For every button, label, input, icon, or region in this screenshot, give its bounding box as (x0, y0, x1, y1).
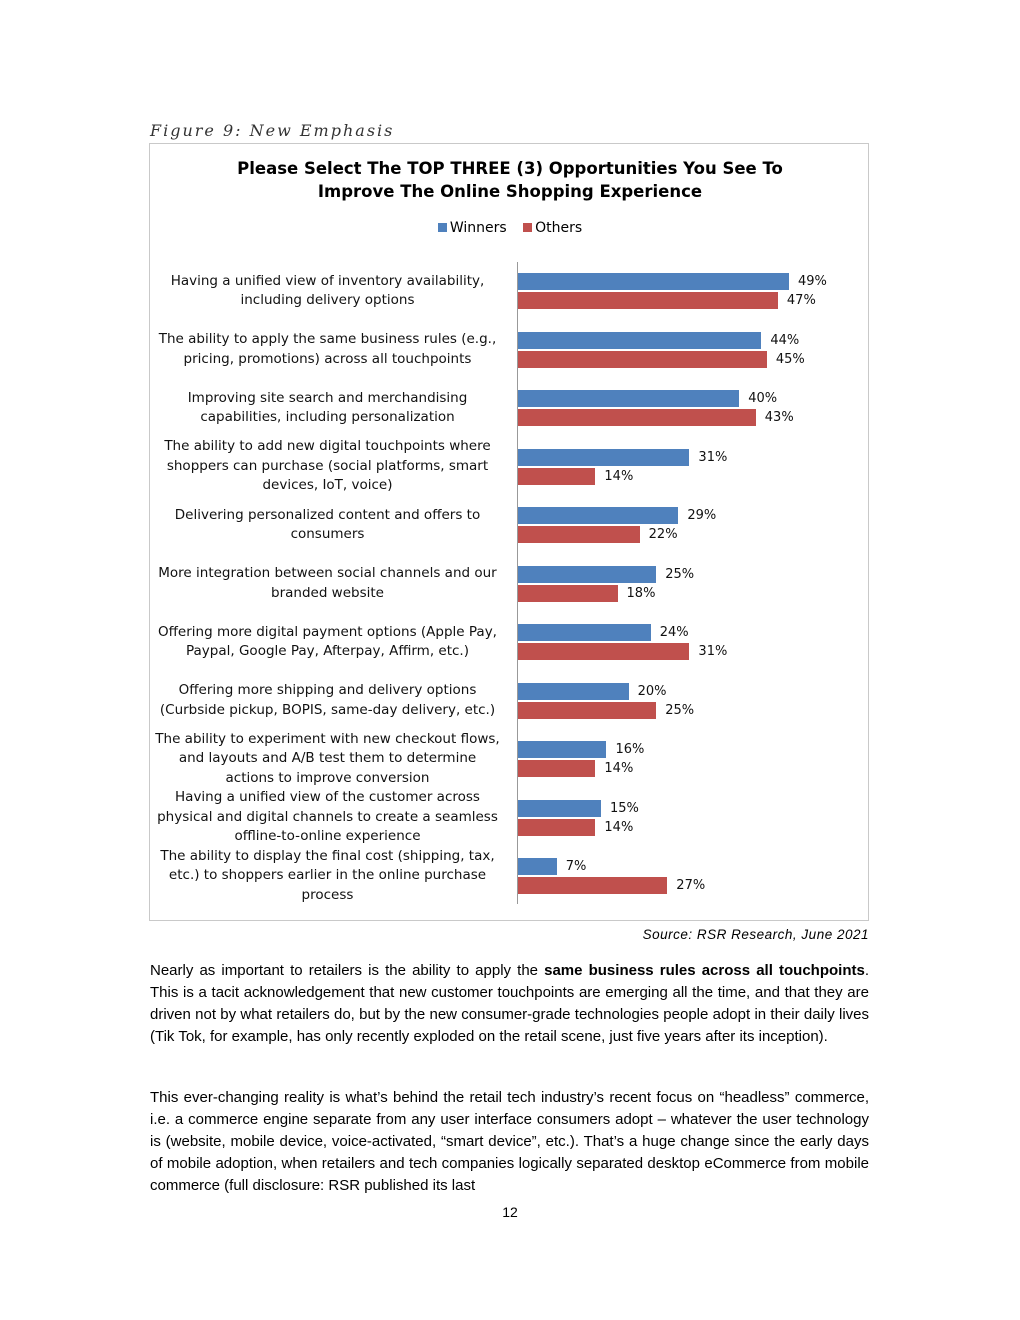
bar-others (518, 409, 756, 426)
category-label: More integration between social channels and our branded website (158, 565, 497, 601)
data-label-winners: 25% (665, 566, 695, 582)
bar-winners (518, 858, 557, 875)
data-label-others: 31% (698, 644, 728, 659)
bar-others (518, 819, 595, 836)
data-label-winners: 44% (770, 332, 800, 348)
body-paragraph (150, 960, 869, 1048)
bar-others (518, 877, 667, 894)
legend-swatch-winners (438, 223, 447, 232)
bar-winners (518, 332, 761, 349)
data-label-winners: 24% (659, 625, 689, 640)
bar-winners (518, 741, 606, 758)
category-label: Improving site search and merchandising capabilities, including personalization (187, 389, 468, 425)
chart-legend (150, 220, 870, 236)
category-label: The ability to experiment with new checkout flows, and layouts and A/B test them to determine actions to improve conversion (155, 730, 500, 786)
paragraph-text: . This is a tacit acknowledgement that new customer touchpoints are emerging all the time, and that they are driven not by what retailers do, but by the new consumer-grade technologies people adopt in their daily lives (Tik Tok, for example, has only recently exploded on the retail scene, just five years after its inception). (150, 962, 869, 1045)
chart-container (149, 143, 869, 921)
legend-label-winners: Winners (449, 220, 507, 236)
bar-winners (518, 683, 629, 700)
data-label-winners: 40% (748, 391, 778, 406)
category-label: Offering more digital payment options (Apple Pay, Paypal, Google Pay, Afterpay, Affirm, etc.) (158, 623, 497, 659)
body-paragraph (150, 1087, 869, 1197)
category-label: Having a unified view of the customer across physical and digital channels to create a seamless offline-to-online experience (157, 789, 498, 845)
data-label-others: 18% (626, 585, 656, 601)
bar-others (518, 351, 767, 368)
chart-title-line: Please Select The TOP THREE (3) Opportunities You See To (237, 159, 783, 178)
data-label-others: 14% (604, 761, 634, 776)
category-label: Offering more shipping and delivery options (Curbside pickup, BOPIS, same-day delivery, etc.) (159, 682, 496, 718)
category-label: Having a unified view of inventory availability, including delivery options (170, 272, 485, 308)
legend-item-others (523, 220, 582, 236)
data-label-others: 45% (775, 351, 805, 367)
bar-others (518, 468, 595, 485)
data-label-others: 43% (764, 410, 794, 425)
bar-winners (518, 449, 689, 466)
bar-others (518, 702, 656, 719)
data-label-others: 22% (648, 527, 678, 542)
bar-winners (518, 390, 739, 407)
chart-title (150, 157, 870, 203)
bar-others (518, 585, 618, 602)
bar-others (518, 526, 640, 543)
data-label-others: 47% (786, 293, 816, 308)
data-label-winners: 7% (565, 859, 587, 874)
bar-others (518, 292, 778, 309)
emphasis-text: same business rules across all touchpoints (544, 962, 865, 979)
paragraph-text: Nearly as important to retailers is the ability to apply the (150, 962, 545, 979)
bar-winners (518, 566, 656, 583)
bar-winners (518, 800, 601, 817)
bar-winners (518, 507, 678, 524)
bar-winners (518, 624, 651, 641)
legend-item-winners (438, 220, 507, 236)
data-label-winners: 15% (609, 800, 639, 816)
category-label: Delivering personalized content and offers to consumers (174, 506, 481, 542)
data-label-others: 14% (604, 819, 634, 835)
data-label-winners: 16% (615, 742, 645, 757)
paragraph-text: This ever-changing reality is what’s behind the retail tech industry’s recent focus on “headless” commerce, i.e. a commerce engine separate from any user interface consumers adopt – whatever the user technology is (website, mobile device, voice-activated, “smart device”, etc.). That’s a huge change since the early days of mobile adoption, when retailers and tech companies logically separated desktop eCommerce from mobile commerce (full disclosure: RSR published its last (150, 1089, 869, 1194)
data-label-winners: 31% (698, 449, 728, 465)
data-label-winners: 20% (637, 683, 667, 699)
bar-winners (518, 273, 789, 290)
category-label: The ability to apply the same business rules (e.g., pricing, promotions) across all touchpoints (158, 331, 497, 367)
legend-label-others: Others (535, 220, 583, 236)
category-label: The ability to display the final cost (shipping, tax, etc.) to shoppers earlier in the online purchase process (160, 847, 495, 903)
figure-source: Source: RSR Research, June 2021 (642, 927, 869, 942)
chart-title-line: Improve The Online Shopping Experience (317, 182, 703, 201)
bar-others (518, 643, 689, 660)
data-label-others: 27% (676, 878, 706, 893)
figure-caption: Figure 9: New Emphasis (150, 121, 395, 140)
data-label-winners: 29% (687, 508, 717, 523)
data-label-others: 25% (665, 702, 695, 718)
page-number: 12 (502, 1204, 518, 1220)
data-label-others: 14% (604, 468, 634, 484)
category-label: The ability to add new digital touchpoints where shoppers can purchase (social platforms, smart devices, IoT, voice) (164, 438, 491, 494)
legend-swatch-others (523, 223, 532, 232)
bar-others (518, 760, 595, 777)
data-label-winners: 49% (797, 274, 827, 289)
